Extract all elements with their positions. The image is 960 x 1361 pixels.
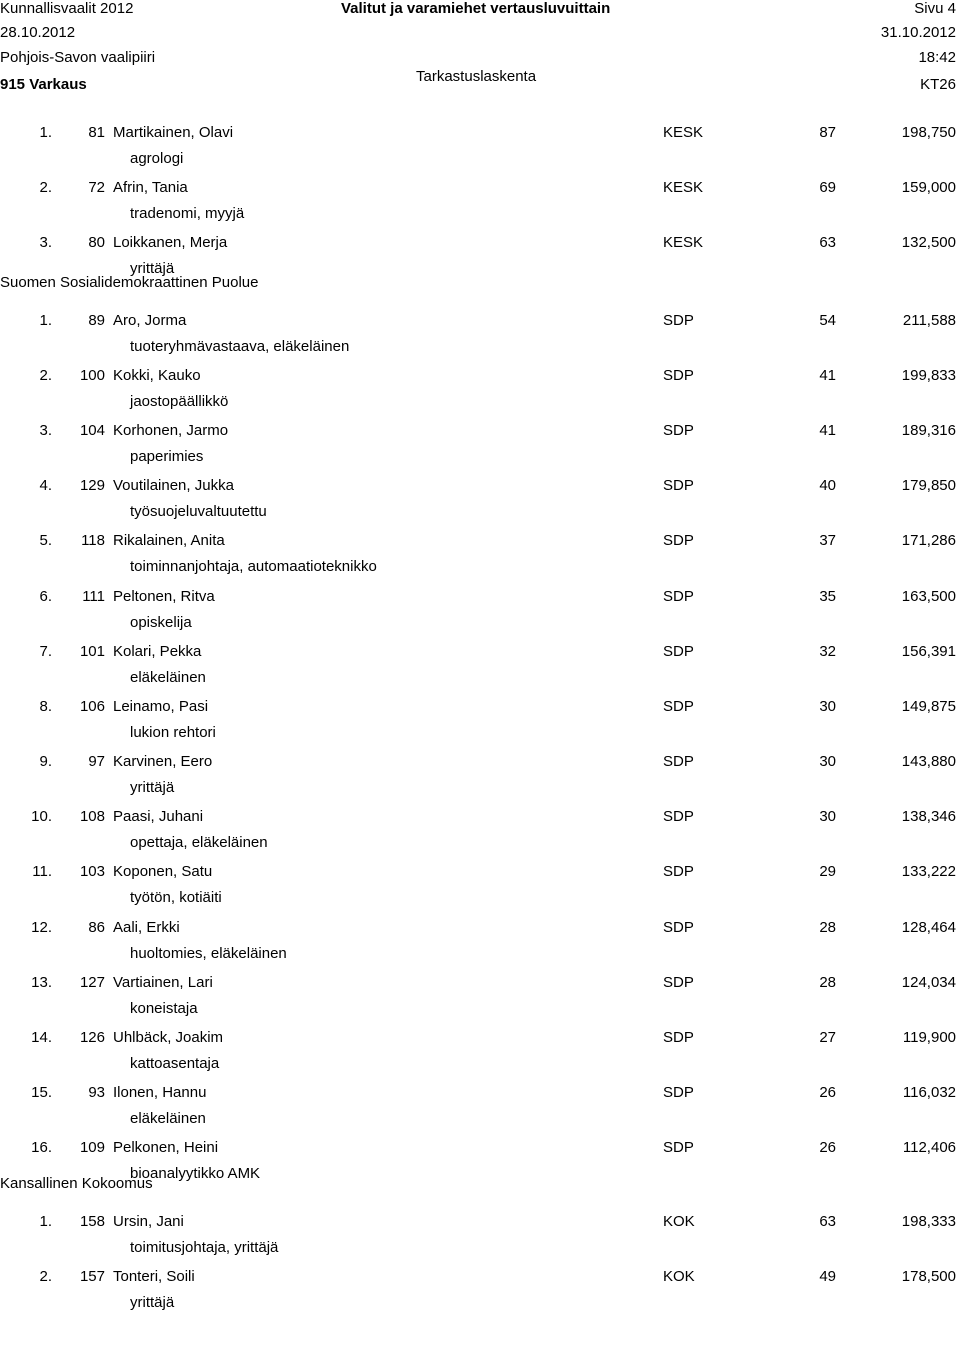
candidate-name: Aali, Erkki [113, 918, 180, 936]
candidate-rank: 16. [31, 1139, 52, 1157]
candidate-name: Loikkanen, Merja [113, 234, 228, 252]
candidate-rank: 5. [39, 532, 52, 550]
page-number: Sivu 4 [914, 0, 956, 17]
candidate-comparison-number: 124,034 [901, 973, 956, 991]
candidate-row [0, 970, 960, 1025]
candidate-votes: 41 [819, 421, 836, 439]
candidate-row [0, 363, 960, 418]
report-title: Valitut ja varamiehet vertausluvuittain [341, 0, 611, 17]
candidate-comparison-number: 163,500 [901, 587, 956, 605]
candidate-row [0, 1080, 960, 1135]
candidate-comparison-number: 128,464 [901, 918, 956, 936]
candidate-comparison-number: 199,833 [901, 366, 956, 384]
header-row-2 [0, 24, 960, 50]
candidate-rank: 4. [39, 477, 52, 495]
candidate-votes: 30 [819, 697, 836, 715]
district: Pohjois-Savon vaalipiiri [0, 49, 156, 66]
candidate-occupation: yrittäjä [130, 779, 175, 797]
candidate-name: Aro, Jorma [113, 311, 187, 329]
date-left: 28.10.2012 [0, 24, 76, 41]
candidate-votes: 54 [819, 311, 836, 329]
candidate-name: Korhonen, Jarmo [113, 421, 229, 439]
candidate-occupation: koneistaja [130, 999, 198, 1017]
candidate-votes: 32 [819, 642, 836, 660]
candidate-votes: 87 [819, 124, 836, 141]
candidate-party: SDP [663, 477, 694, 495]
candidate-votes: 35 [819, 587, 836, 605]
candidate-number: 103 [79, 863, 105, 881]
candidate-party: SDP [663, 753, 694, 771]
candidate-party: SDP [663, 1029, 694, 1046]
candidate-name: Peltonen, Ritva [113, 587, 215, 605]
header-row-1 [0, 0, 960, 26]
candidate-party: KOK [663, 1212, 695, 1230]
candidate-number: 111 [82, 587, 105, 605]
candidate-row [0, 584, 960, 639]
report-type: Tarkastuslaskenta [416, 68, 537, 85]
candidate-occupation: opettaja, eläkeläinen [130, 834, 268, 852]
candidate-comparison-number: 189,316 [901, 421, 956, 439]
candidate-comparison-number: 198,333 [901, 1212, 956, 1230]
candidate-number: 106 [79, 697, 105, 715]
candidate-comparison-number: 112,406 [902, 1139, 956, 1157]
candidate-party: SDP [663, 532, 694, 550]
party-heading [0, 1175, 960, 1209]
candidate-number: 89 [88, 311, 105, 329]
candidate-votes: 27 [819, 1029, 836, 1046]
candidate-number: 81 [88, 124, 105, 141]
candidate-votes: 30 [819, 753, 836, 771]
candidate-name: Paasi, Juhani [113, 808, 204, 826]
candidate-occupation: kattoasentaja [130, 1055, 220, 1072]
candidate-rank: 9. [39, 753, 52, 771]
candidate-party: KESK [663, 179, 704, 197]
candidate-party: SDP [663, 366, 694, 384]
candidate-occupation: opiskelija [130, 613, 192, 631]
candidate-row [0, 1264, 960, 1319]
candidate-row [0, 120, 960, 175]
candidate-row [0, 694, 960, 749]
candidate-votes: 29 [819, 863, 836, 881]
candidate-votes: 63 [819, 234, 836, 252]
candidate-rank: 1. [39, 1212, 52, 1230]
candidate-rank: 7. [39, 642, 52, 660]
candidate-rank: 6. [39, 587, 52, 605]
candidate-rank: 2. [39, 366, 52, 384]
candidate-rank: 1. [39, 311, 52, 329]
candidate-name: Leinamo, Pasi [113, 697, 209, 715]
candidate-name: Uhlbäck, Joakim [113, 1029, 224, 1046]
candidate-votes: 28 [819, 918, 836, 936]
candidate-number: 108 [79, 808, 105, 826]
candidate-row [0, 639, 960, 694]
candidate-row [0, 915, 960, 970]
candidate-comparison-number: 178,500 [901, 1267, 956, 1285]
candidate-number: 104 [79, 421, 105, 439]
candidate-number: 97 [88, 753, 105, 771]
candidate-votes: 69 [819, 179, 836, 197]
candidate-occupation: tuoteryhmävastaava, eläkeläinen [130, 337, 350, 355]
candidate-occupation: eläkeläinen [130, 668, 206, 686]
candidate-party: KESK [663, 234, 704, 252]
candidate-number: 109 [79, 1139, 105, 1157]
candidate-row [0, 749, 960, 804]
candidate-party: SDP [663, 697, 694, 715]
candidate-comparison-number: 171,286 [901, 532, 956, 550]
candidate-name: Pelkonen, Heini [113, 1139, 219, 1157]
candidate-name: Kokki, Kauko [113, 366, 201, 384]
candidate-party: SDP [663, 808, 694, 826]
candidate-rank: 11. [32, 863, 52, 881]
candidate-rank: 1. [39, 124, 52, 141]
candidate-name: Ilonen, Hannu [113, 1084, 207, 1102]
candidate-occupation: jaostopäällikkö [130, 392, 229, 410]
candidate-party: SDP [663, 863, 694, 881]
candidate-occupation: huoltomies, eläkeläinen [130, 944, 287, 962]
candidate-number: 127 [79, 973, 105, 991]
candidate-votes: 49 [819, 1267, 836, 1285]
candidate-number: 126 [79, 1029, 105, 1046]
candidate-party: SDP [663, 311, 694, 329]
candidate-votes: 26 [819, 1139, 836, 1157]
candidate-rank: 13. [31, 973, 52, 991]
candidate-number: 157 [79, 1267, 105, 1285]
candidate-occupation: yrittäjä [130, 260, 175, 278]
candidate-votes: 26 [819, 1084, 836, 1102]
candidate-rank: 14. [31, 1029, 52, 1046]
candidate-votes: 63 [819, 1212, 836, 1230]
candidate-rank: 2. [39, 1267, 52, 1285]
candidate-comparison-number: 132,500 [901, 234, 956, 252]
candidate-comparison-number: 211,588 [902, 311, 956, 329]
candidate-occupation: tradenomi, myyjä [130, 205, 245, 223]
candidate-comparison-number: 133,222 [901, 863, 956, 881]
candidate-name: Koponen, Satu [113, 863, 213, 881]
candidate-row [0, 418, 960, 473]
candidate-row [0, 859, 960, 914]
candidate-occupation: työsuojeluvaltuutettu [130, 503, 267, 521]
candidate-row [0, 1209, 960, 1264]
candidate-name: Afrin, Tania [113, 179, 188, 197]
candidate-votes: 41 [819, 366, 836, 384]
candidate-number: 72 [88, 179, 105, 197]
candidate-comparison-number: 198,750 [901, 124, 956, 141]
candidate-number: 118 [81, 532, 105, 550]
candidate-number: 100 [79, 366, 105, 384]
candidate-comparison-number: 159,000 [901, 179, 956, 197]
candidate-row [0, 175, 960, 230]
municipality: 915 Varkaus [0, 76, 87, 93]
candidate-occupation: työtön, kotiäiti [130, 889, 222, 907]
candidate-rank: 8. [39, 697, 52, 715]
candidate-votes: 30 [819, 808, 836, 826]
candidate-occupation: paperimies [130, 447, 204, 465]
header-row-4 [0, 76, 960, 102]
candidate-rank: 15. [31, 1084, 52, 1102]
candidate-comparison-number: 156,391 [901, 642, 956, 660]
candidate-name: Vartiainen, Lari [113, 973, 213, 991]
candidate-number: 158 [79, 1212, 105, 1230]
candidate-comparison-number: 119,900 [902, 1029, 956, 1046]
candidate-name: Martikainen, Olavi [113, 124, 234, 141]
candidate-party: SDP [663, 918, 694, 936]
candidate-votes: 40 [819, 477, 836, 495]
candidate-number: 93 [88, 1084, 105, 1102]
candidate-comparison-number: 143,880 [901, 753, 956, 771]
party-group [0, 274, 960, 1191]
candidate-rank: 3. [39, 421, 52, 439]
candidate-party: SDP [663, 1139, 694, 1157]
candidate-votes: 37 [819, 532, 836, 550]
candidate-votes: 28 [819, 973, 836, 991]
report-code: KT26 [920, 76, 956, 93]
candidate-name: Tonteri, Soili [113, 1267, 195, 1285]
party-name: Kansallinen Kokoomus [0, 1174, 153, 1192]
candidate-rank: 2. [39, 179, 52, 197]
party-heading [0, 274, 960, 308]
candidate-occupation: lukion rehtori [130, 723, 216, 741]
candidate-number: 86 [88, 918, 105, 936]
candidate-row [0, 528, 960, 583]
candidate-party: SDP [663, 642, 694, 660]
party-name: Suomen Sosialidemokraattinen Puolue [0, 273, 259, 291]
candidate-rank: 10. [31, 808, 52, 826]
candidate-number: 101 [79, 642, 105, 660]
candidate-comparison-number: 138,346 [901, 808, 956, 826]
candidate-row [0, 308, 960, 363]
candidate-party: SDP [663, 421, 694, 439]
candidate-occupation: agrologi [130, 150, 184, 167]
candidate-name: Kolari, Pekka [113, 642, 202, 660]
candidate-party: KESK [663, 124, 704, 141]
candidate-name: Rikalainen, Anita [113, 532, 225, 550]
candidate-comparison-number: 179,850 [901, 477, 956, 495]
time: 18:42 [918, 49, 956, 66]
candidate-name: Karvinen, Eero [113, 753, 213, 771]
date-right: 31.10.2012 [880, 24, 956, 41]
candidate-occupation: yrittäjä [130, 1293, 175, 1311]
candidate-name: Ursin, Jani [113, 1212, 184, 1230]
candidate-row [0, 804, 960, 859]
candidate-comparison-number: 149,875 [901, 697, 956, 715]
candidate-party: SDP [663, 587, 694, 605]
candidate-party: SDP [663, 1084, 694, 1102]
candidate-row [0, 473, 960, 528]
election-title: Kunnallisvaalit 2012 [0, 0, 134, 17]
candidate-occupation: bioanalyytikko AMK [130, 1165, 261, 1183]
candidate-name: Voutilainen, Jukka [113, 477, 234, 495]
candidate-party: SDP [663, 973, 694, 991]
candidate-number: 80 [88, 234, 105, 252]
candidate-occupation: toiminnanjohtaja, automaatioteknikko [130, 558, 377, 576]
candidate-occupation: eläkeläinen [130, 1110, 206, 1128]
candidate-rank: 3. [39, 234, 52, 252]
candidate-row [0, 1025, 960, 1080]
results-list [0, 120, 960, 1319]
candidate-rank: 12. [31, 918, 52, 936]
candidate-occupation: toimitusjohtaja, yrittäjä [130, 1238, 279, 1256]
candidate-party: KOK [663, 1267, 695, 1285]
party-group [0, 1175, 960, 1319]
party-group [0, 120, 960, 286]
candidate-comparison-number: 116,032 [902, 1084, 956, 1102]
candidate-number: 129 [79, 477, 105, 495]
